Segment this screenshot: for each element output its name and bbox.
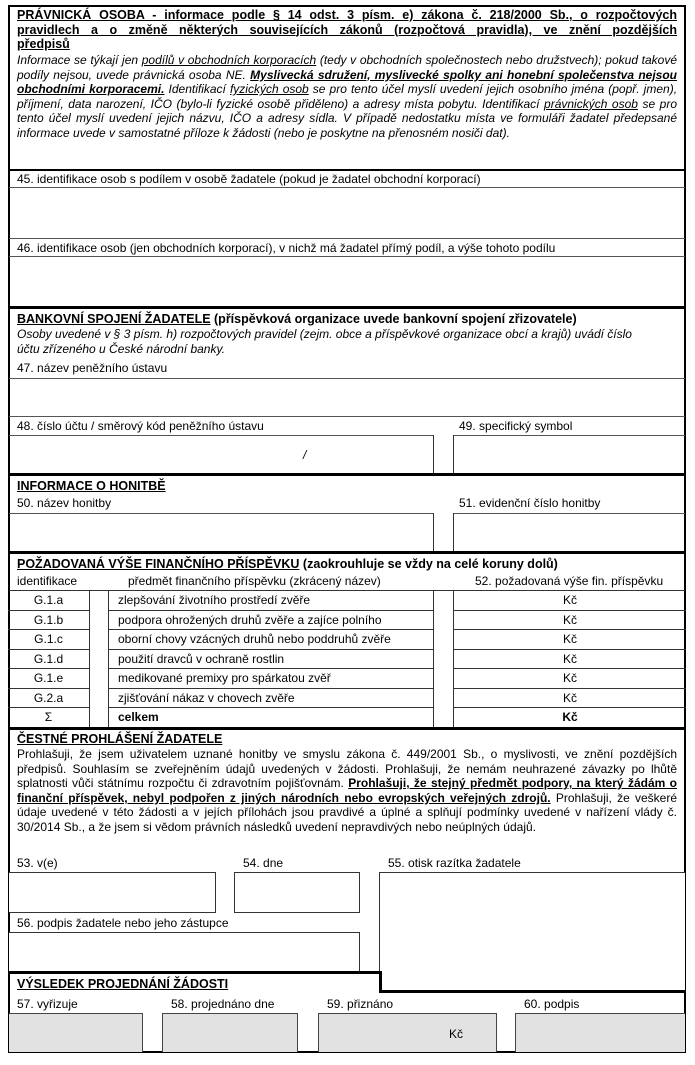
total-amount-input[interactable]: [453, 708, 686, 728]
table-row: [0, 591, 695, 611]
field-46-input[interactable]: [9, 257, 685, 306]
section-divider: [9, 727, 685, 730]
section-divider: [9, 473, 685, 476]
field-59-input[interactable]: [318, 1013, 497, 1052]
declaration-bold-statement: Prohlašuji, že stejný předmět podpory, na který žádám o finanční příspěvek, nebyl podpořen z jiných národních nebo evropských veřejných zdrojů.: [17, 776, 677, 805]
currency-label: Kč: [562, 690, 577, 705]
row-amount-input[interactable]: [453, 611, 686, 631]
row-id: G.1.e: [8, 669, 90, 689]
field-54-label: 54. dne: [243, 856, 284, 870]
legal-entity-heading-line2: pravidlech a o změně některých souvisejících zákonů (rozpočtová pravidla), ve znění pozdějších: [17, 22, 677, 37]
table-row-total: [0, 708, 695, 728]
row-amount-input[interactable]: [453, 650, 686, 670]
field-57-input[interactable]: [9, 1013, 143, 1052]
field-56-input[interactable]: [9, 932, 360, 972]
legal-entity-note: [17, 53, 677, 141]
field-58-input[interactable]: [162, 1013, 298, 1052]
field-60-input[interactable]: [515, 1013, 685, 1052]
table-row: [0, 630, 695, 650]
field-50-input[interactable]: [9, 514, 433, 551]
row-subject: podpora ohrožených druhů zvěře a zajíce polního: [108, 611, 434, 631]
currency-label: Kč: [562, 632, 577, 646]
divider: [433, 435, 434, 474]
field-49-label: 49. specifický symbol: [459, 419, 573, 433]
currency-label: Kč: [562, 671, 577, 685]
table-row: [0, 689, 695, 709]
field-47-label: 47. název peněžního ústavu: [17, 361, 168, 375]
bank-heading: [17, 312, 577, 327]
legal-entity-heading: [17, 8, 677, 52]
bank-heading-title: BANKOVNÍ SPOJENÍ ŽADATELE: [17, 312, 211, 326]
field-60-label: 60. podpis: [524, 997, 580, 1011]
note-text: se pro tento účel myslí uvedení jejich osobního jména (popř. jmen), příjmení, data narození, IČO (bylo-li fyzické osobě přiděleno) a adresy místa pobytu. Identifikací: [17, 82, 678, 111]
row-amount-input[interactable]: [453, 669, 686, 689]
field-45-label: 45. identifikace osob s podílem v osobě žadatele (pokud je žadatel obchodní korporací): [17, 172, 481, 186]
column-header-id: identifikace: [17, 574, 78, 588]
field-55-stamp-area[interactable]: [379, 872, 685, 993]
field-46-label: 46. identifikace osob (jen obchodních korporací), v nichž má žadatel přímý podíl, a výše tohoto podílu: [17, 241, 556, 255]
field-59-label: 59. přiznáno: [327, 997, 394, 1011]
field-51-label: 51. evidenční číslo honitby: [459, 496, 601, 510]
note-underlined-term: podílů v obchodních korporacích: [141, 53, 317, 67]
field-49-input[interactable]: [454, 436, 685, 474]
hunting-heading: INFORMACE O HONITBĚ: [17, 479, 166, 493]
account-bank-code-separator: /: [303, 448, 307, 462]
field-53-label: 53. v(e): [17, 856, 58, 870]
currency-label: Kč: [562, 710, 578, 724]
result-heading: VÝSLEDEK PROJEDNÁNÍ ŽÁDOSTI: [17, 977, 229, 991]
row-subject: zlepšování životního prostředí zvěře: [108, 591, 434, 611]
table-row: [0, 650, 695, 670]
divider: [9, 238, 685, 239]
bank-heading-suffix: (příspěvková organizace uvede bankovní spojení zřizovatele): [210, 312, 577, 326]
note-underlined-term: fyzických osob: [229, 82, 309, 97]
field-51-input[interactable]: [454, 514, 685, 551]
declaration-heading: ČESTNÉ PROHLÁŠENÍ ŽADATELE: [17, 732, 223, 746]
row-subject: medikované premixy pro spárkatou zvěř: [108, 669, 434, 689]
divider: [9, 416, 685, 417]
note-text: Informace se týkají jen: [17, 53, 142, 67]
field-53-input[interactable]: [9, 872, 216, 913]
field-57-label: 57. vyřizuje: [17, 997, 78, 1011]
note-bold-statement: Myslivecká sdružení, myslivecké spolky ani honební společenstva nejsou obchodními korporacemi.: [17, 67, 677, 97]
row-subject: zjišťování nákaz v chovech zvěře: [108, 689, 434, 709]
currency-label: Kč: [562, 593, 577, 607]
row-id: G.2.a: [8, 689, 90, 709]
field-58-label: 58. projednáno dne: [171, 997, 275, 1011]
field-55-label: 55. otisk razítka žadatele: [388, 856, 521, 870]
row-id: G.1.a: [8, 591, 90, 611]
contribution-heading-suffix: (zaokrouhluje se vždy na celé koruny dolů): [299, 557, 558, 571]
table-row: [0, 669, 695, 689]
note-text: Identifikací: [164, 82, 230, 97]
total-label: celkem: [108, 708, 434, 728]
field-50-label: 50. název honitby: [17, 496, 112, 510]
section-divider: [9, 551, 685, 554]
declaration-text: [17, 747, 677, 835]
field-47-input[interactable]: [9, 379, 685, 416]
bank-note: Osoby uvedené v § 3 písm. h) rozpočtových pravidel (zejm. obce a příspěvkové organizace obcí a krajů) uvádí číslo účtu zřízeného u České národní banky.: [17, 327, 632, 356]
row-subject: použití dravců v ochraně rostlin: [108, 650, 434, 670]
field-48-input[interactable]: [9, 436, 433, 474]
section-divider: [9, 306, 685, 309]
column-header-subject: předmět finančního příspěvku (zkrácený název): [128, 574, 381, 588]
row-id: G.1.d: [8, 650, 90, 670]
column-header-amount: 52. požadovaná výše fin. příspěvku: [475, 574, 664, 588]
currency-label: Kč: [449, 1027, 464, 1041]
note-text: se pro tento účel myslí uvedení jejich názvu, IČO a adresy sídla. V případě nedostatku místa ve formuláři žadatel předepsané informace uvede v samostatné příloze k žádosti (nebo je poskytne na přenosném nosiči dat).: [17, 96, 677, 140]
contribution-heading-title: POŽADOVANÁ VÝŠE FINANČNÍHO PŘÍSPĚVKU: [17, 557, 300, 571]
field-48-label: 48. číslo účtu / směrový kód peněžního ústavu: [17, 419, 264, 433]
row-id: G.1.c: [8, 630, 90, 650]
row-id: G.1.b: [8, 611, 90, 631]
currency-label: Kč: [562, 651, 577, 666]
legal-entity-heading-line1: PRÁVNICKÁ OSOBA - informace podle § 14 odst. 3 písm. e) zákona č. 218/2000 Sb., o rozpočtových: [17, 8, 677, 22]
legal-entity-heading-line3: předpisů: [17, 37, 70, 51]
note-text: (tedy v obchodních společnostech nebo družstvech); pokud takové podíly nejsou, uvede právnická osoba NE.: [17, 53, 678, 82]
row-amount-input[interactable]: [453, 689, 686, 709]
sigma-symbol: Σ: [8, 708, 90, 728]
currency-label: Kč: [562, 612, 577, 627]
divider: [9, 169, 685, 171]
field-45-input[interactable]: [9, 188, 685, 237]
field-56-label: 56. podpis žadatele nebo jeho zástupce: [17, 916, 229, 930]
field-54-input[interactable]: [234, 872, 360, 913]
row-subject: oborní chovy vzácných druhů nebo poddruhů zvěře: [108, 630, 434, 650]
section-divider: [9, 971, 381, 974]
row-amount-input[interactable]: [453, 591, 686, 611]
section-divider: [379, 971, 382, 993]
table-row: [0, 611, 695, 631]
divider: [433, 513, 434, 552]
contribution-heading: [17, 557, 558, 572]
note-underlined-term: právnických osob: [544, 96, 638, 111]
declaration-text-part: Prohlašuji, že veškeré údaje uvedené v této žádosti a v jejích přílohách jsou pravdivé a úplné a splňují podmínky uvedené v nařízení vlády č. 30/2014 Sb., a že jsem si vědom právních následků uvedení nepravdivých nebo neúplných údajů.: [17, 790, 677, 834]
declaration-text-part: Prohlašuji, že jsem uživatelem uznané honitby ve smyslu zákona č. 449/2001 Sb., o myslivosti, ve znění pozdějších předpisů. Souhlasím se zveřejněním údajů uvedených v žádosti. Prohlašuji, že nemám neuhrazené závazky po lhůtě splatnosti vůči státnímu rozpočtu či zdravotním pojišťovnám.: [17, 747, 677, 791]
row-amount-input[interactable]: [453, 630, 686, 650]
